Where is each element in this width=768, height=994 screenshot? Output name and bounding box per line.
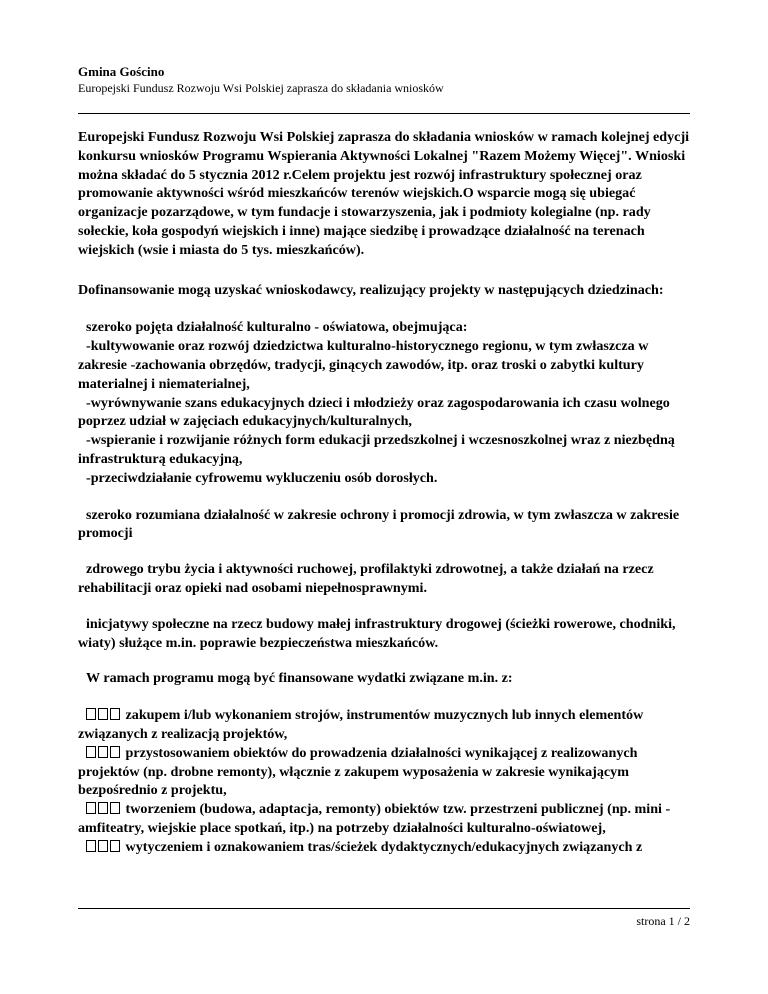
footer-divider (78, 908, 690, 909)
missing-glyph-icon (98, 708, 108, 720)
list-item (78, 744, 690, 800)
lead-paragraph: Dofinansowanie mogą uzyskać wnioskodawcy, realizujący projekty w następujących dziedzinach: (78, 281, 664, 298)
health-block (78, 506, 690, 544)
list-item (78, 706, 690, 744)
organization-name: Gmina Gościno (78, 64, 165, 79)
lifestyle-block (78, 560, 690, 598)
article-body (78, 128, 690, 857)
expenses-intro: W ramach programu mogą być finansowane wydatki związane m.in. z: (86, 670, 513, 687)
intro-paragraph: Europejski Fundusz Rozwoju Wsi Polskiej zaprasza do składania wniosków w ramach kolejnej edycji konkursu wniosków Programu Wspierania Aktywności Lokalnej "Razem Możemy Więcej". Wnioski można składać do 5 stycznia 2012 r.Celem projektu jest rozwój infrastruktury społecznej oraz promowanie aktywności wśród mieszkańców terenów wiejskich.O wsparcie mogą się ubiegać organizacje pozarządowe, w tym fundacje i stowarzyszenia, jak i podmioty kolegialne (np. rady sołeckie, koła gospodyń wiejskich i inne) mające siedzibę i prowadzące działalność na terenach wiejskich (wsie i miasta do 5 tys. mieszkańców). (78, 129, 690, 258)
missing-glyph-icon (110, 840, 120, 852)
missing-glyph-icon (98, 746, 108, 758)
expenses-intro-block (78, 669, 690, 688)
list-item: -kultywowanie oraz rozwój dziedzictwa kulturalno-historycznego regionu, w tym zwłaszcza w zakresie -zachowania obrzędów, tradycji, ginących zawodów, itp. oraz troski o zabytki kultury materialnej i niematerialnej, (78, 338, 649, 392)
list-item-text: zakupem i/lub wykonaniem strojów, instrumentów muzycznych lub innych elementów związanych z realizacją projektów, (78, 707, 644, 742)
list-item: -przeciwdziałanie cyfrowemu wykluczeniu osób dorosłych. (86, 469, 438, 486)
health-paragraph: szeroko rozumiana działalność w zakresie ochrony i promocji zdrowia, w tym zwłaszcza w zakresie promocji (78, 506, 680, 542)
missing-glyph-icon (86, 708, 96, 720)
list-item: -wyrównywanie szans edukacyjnych dzieci i młodzieży oraz zagospodarowania ich czasu wolnego poprzez udział w zajęciach edukacyjnych/kulturalnych, (78, 394, 670, 430)
list-item: szeroko pojęta działalność kulturalno - oświatowa, obejmująca: (86, 319, 468, 336)
list-item: -wspieranie i rozwijanie różnych form edukacji przedszkolnej i wczesnoszkolnej wraz z niezbędną infrastrukturą edukacyjną, (78, 432, 675, 467)
missing-glyph-icon (110, 802, 120, 814)
missing-glyph-icon (86, 840, 96, 852)
list-item-text: wytyczeniem i oznakowaniem tras/ścieżek dydaktycznych/edukacyjnych związanych z (125, 838, 643, 855)
missing-glyph-icon (110, 708, 120, 720)
culture-list (78, 318, 690, 487)
infrastructure-paragraph: inicjatywy społeczne na rzecz budowy małej infrastruktury drogowej (ścieżki rowerowe, chodniki, wiaty) służące m.in. poprawie bezpieczeństwa mieszkańców. (78, 615, 676, 651)
missing-glyph-icon (86, 746, 96, 758)
missing-glyph-icon (98, 840, 108, 852)
expenses-list (78, 706, 690, 856)
lifestyle-paragraph: zdrowego trybu życia i aktywności ruchowej, profilaktyki zdrowotnej, a także działań na rzecz rehabilitacji oraz opieki nad osobami niepełnosprawnymi. (78, 561, 654, 596)
missing-glyph-icon (110, 746, 120, 758)
missing-glyph-icon (98, 802, 108, 814)
missing-glyph-icon (86, 802, 96, 814)
list-item-text: tworzeniem (budowa, adaptacja, remonty) obiektów tzw. przestrzeni publicznej (np. mini - amfiteatry, wiejskie place spotkań, itp.) na potrzeby działalności kulturalno-oświatowej, (78, 801, 671, 836)
infrastructure-block (78, 615, 690, 653)
header-subtitle: Europejski Fundusz Rozwoju Wsi Polskiej zaprasza do składania wniosków (78, 81, 444, 95)
list-item (78, 838, 690, 857)
header-divider (78, 113, 690, 114)
page-number: strona 1 / 2 (636, 914, 690, 928)
list-item-text: przystosowaniem obiektów do prowadzenia działalności wynikającej z realizowanych projektów (np. drobne remonty), włącznie z zakupem wyposażenia w zakresie wynikającym bezpośrednio z projektu, (78, 744, 638, 799)
page-header (78, 64, 690, 96)
list-item (78, 800, 690, 838)
